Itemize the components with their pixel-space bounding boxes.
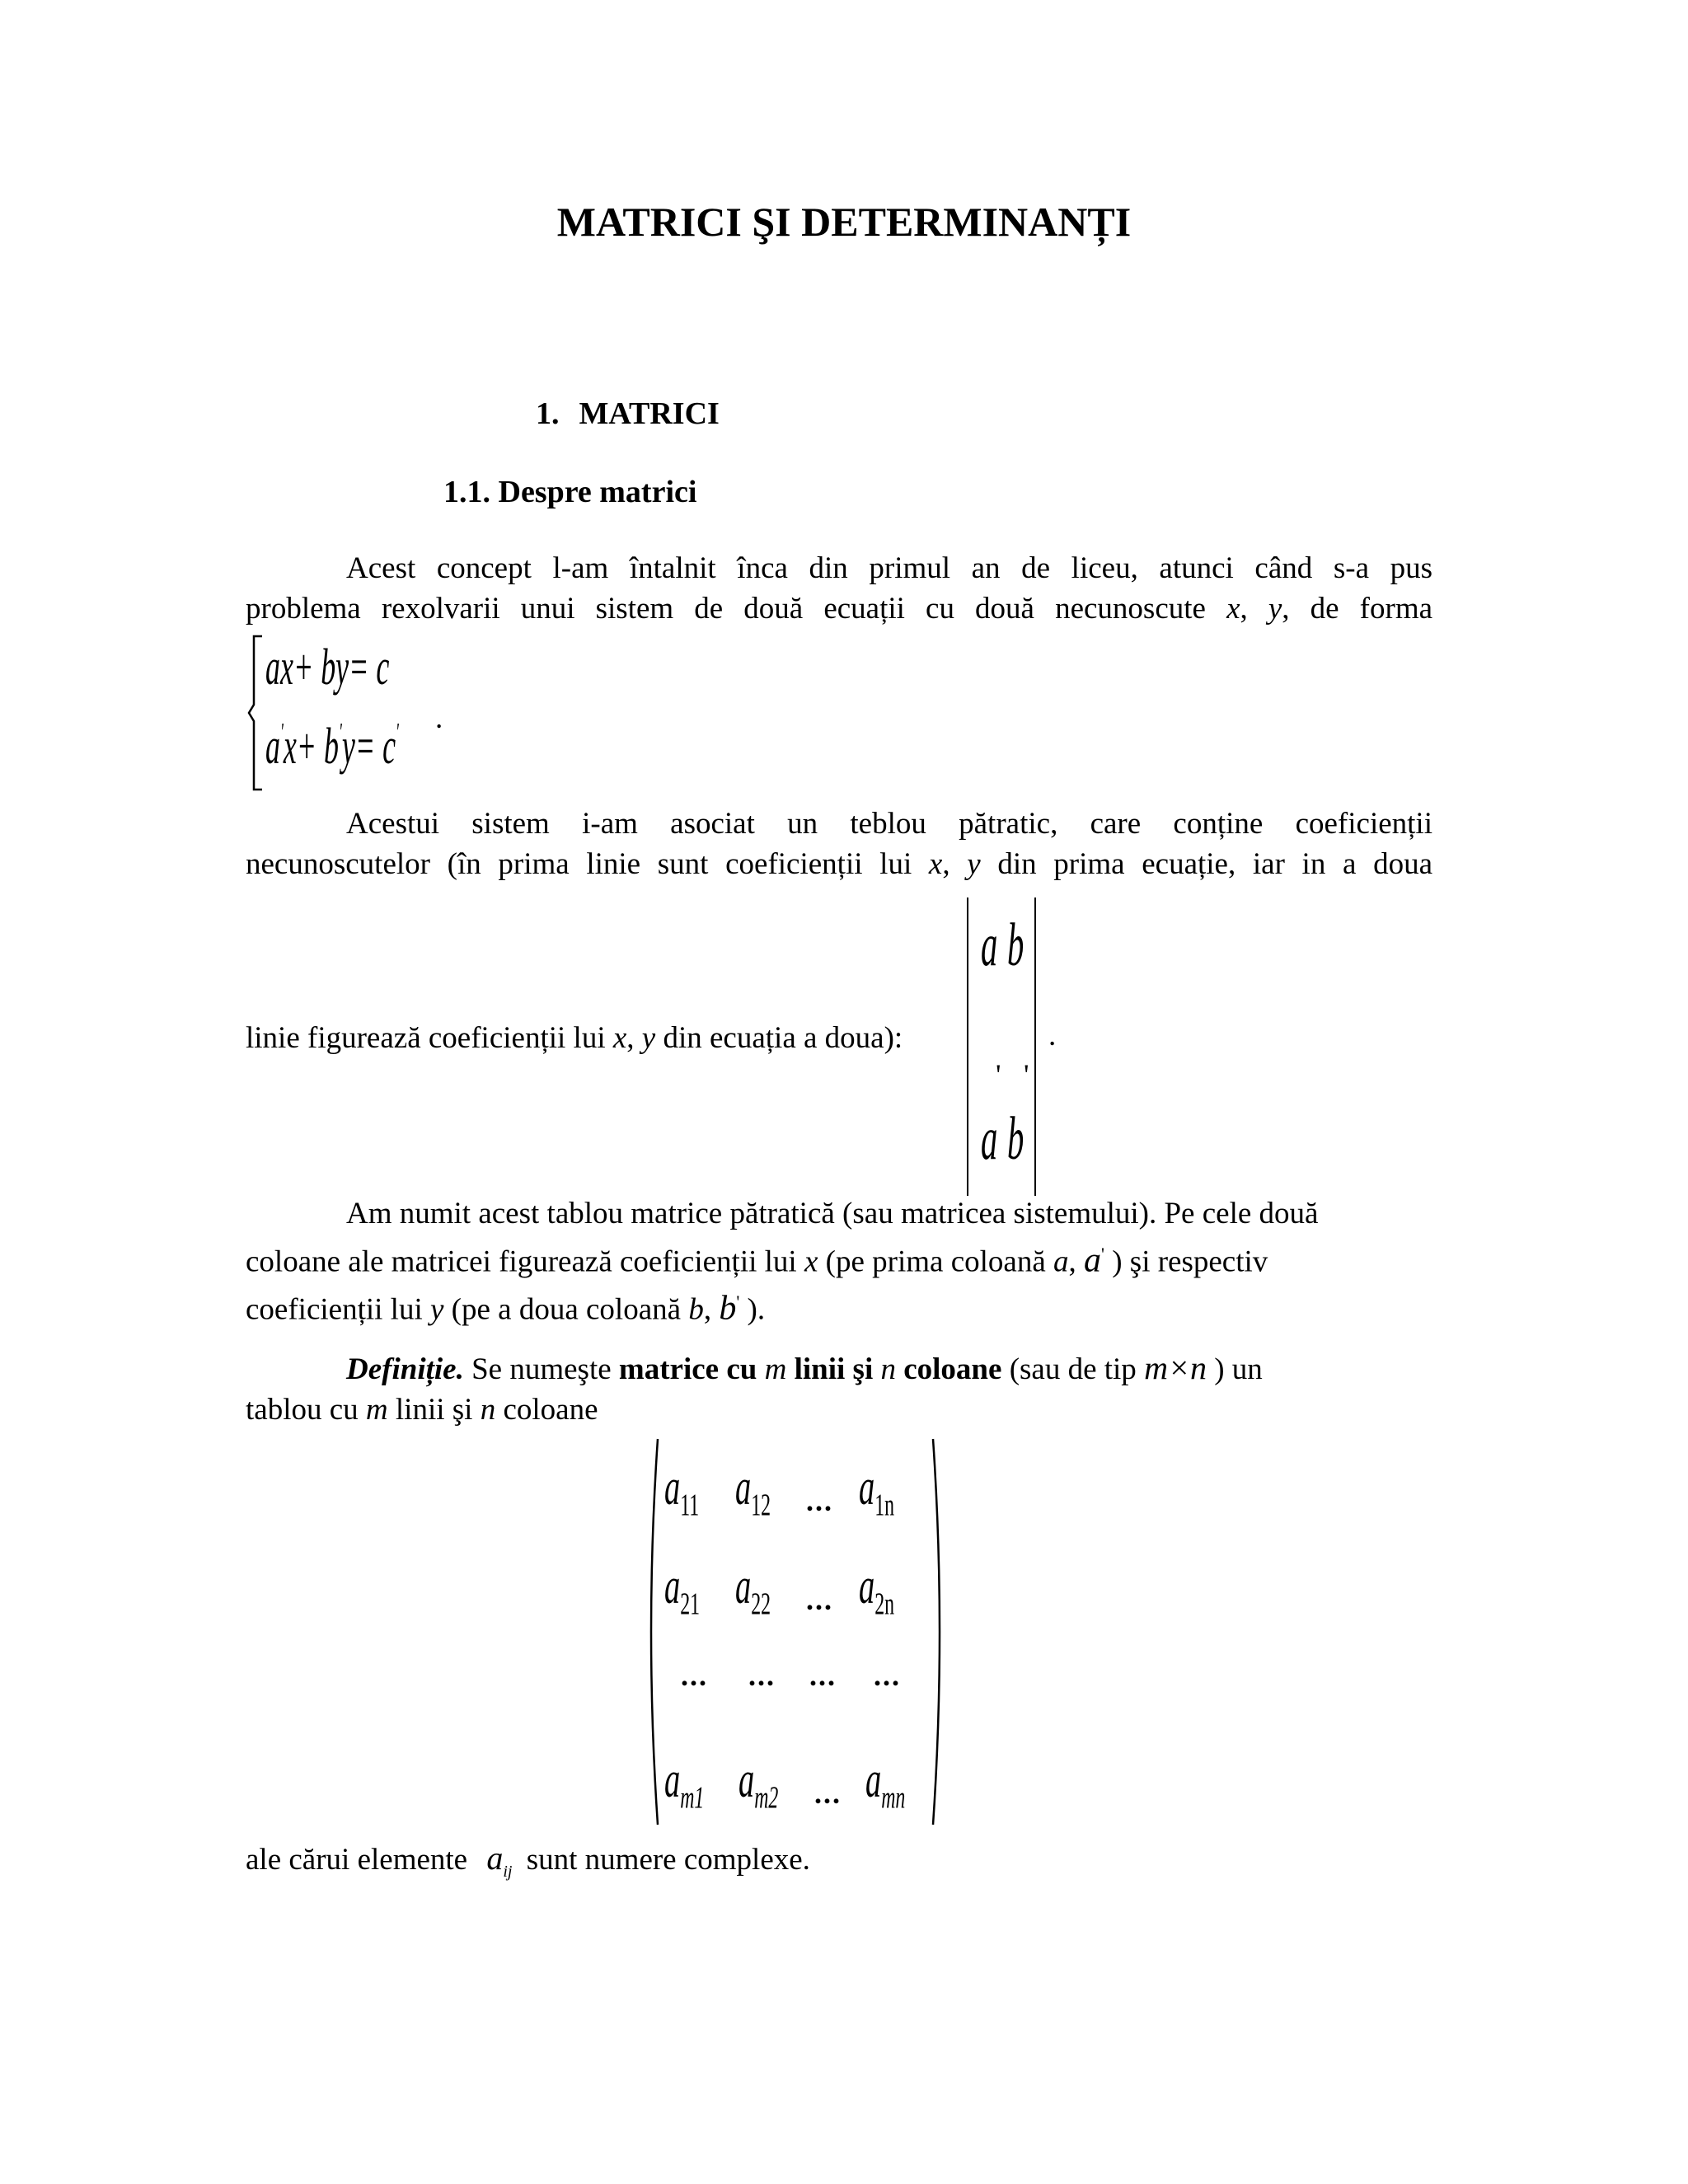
definition-line-2: tablou cu m linii şi n coloane <box>246 1393 598 1427</box>
matrix-cell-a11: $a_{11}$ <box>664 1460 700 1523</box>
equation-2: a'x+ b'y= c' <box>265 717 399 775</box>
equation-1: ax+ by= c <box>265 640 390 696</box>
section-heading <box>536 396 720 432</box>
matrix-2x2-r1c2: b <box>1007 912 1025 979</box>
matrix-type: m×n <box>1144 1349 1207 1386</box>
paragraph-3-line-2: coloane ale matricei figurează coeficienții lui x (pe prima coloană a, a' ) şi respectiv <box>246 1241 1268 1280</box>
matrix-dots-c1: ... <box>681 1659 708 1692</box>
paragraph-3-line-1: Am numit acest tablou matrice pătratică (sau matricea sistemului). Pe cele două <box>346 1197 1319 1230</box>
paragraph-2-line-2: necunoscutelor (în prima linie sunt coeficienții lui x, y din prima ecuație, iar in a doua <box>246 847 1432 881</box>
section-label: MATRICI <box>579 396 720 431</box>
matrix-dots-r2: ... <box>806 1583 833 1616</box>
matrix-2x2-r1c1: a <box>981 912 998 979</box>
paragraph-3 <box>246 1193 1416 1330</box>
matrix-dots-r1: ... <box>806 1484 833 1517</box>
matrix-2x2 <box>964 894 1039 1199</box>
paragraph-1-line-2: problema rexolvarii unui sistem de două ecuații cu două necunoscute x, y, de forma <box>246 592 1433 626</box>
matrix-dots-rm: ... <box>814 1777 842 1810</box>
matrix-cell-a21: $a_{21}$ <box>664 1558 701 1622</box>
definition-line-1: Definiție. Se numeşte matrice cu m linii şi n coloane (sau de tip m×n ) un <box>346 1349 1263 1386</box>
matrix-cell-a2n: $a_{2n}$ <box>859 1558 895 1622</box>
matrix-2x2-r2c1: a <box>981 1105 998 1173</box>
page-title: MATRICI ŞI DETERMINANȚI <box>556 199 1132 245</box>
matrix-2x2-bars-icon <box>964 894 1039 1199</box>
paragraph-2-line-3: linie figurează coeficienții lui x, y din ecuația a doua): <box>246 1021 903 1055</box>
paragraph-1 <box>246 548 1432 629</box>
matrix-cell-a1n: $a_{1n}$ <box>859 1460 895 1523</box>
matrix-cell-a22: $a_{22}$ <box>735 1558 771 1622</box>
paragraph-2 <box>246 804 1432 884</box>
subsection-heading: 1.1. Despre matrici <box>443 475 697 509</box>
matrix-2x2-prime-a: ' <box>996 1058 1001 1091</box>
section-number: 1. <box>536 396 560 431</box>
paragraph-2-line-1: Acestui sistem i-am asociat un teblou pătratic, care conține coeficienții <box>346 807 1432 841</box>
matrix-cell-am1: $a_{m1}$ <box>664 1752 705 1816</box>
matrix-cell-amn: $a_{mn}$ <box>865 1752 906 1816</box>
matrix-cell-a12: $a_{12}$ <box>735 1460 771 1523</box>
matrix-2x2-prime-b: ' <box>1024 1058 1029 1091</box>
system-period: . <box>435 701 443 735</box>
element-aij: $a_{ij}$ <box>486 1840 513 1881</box>
closing-line: ale cărui elemente $a_{ij}$ sunt numere complexe. <box>246 1840 810 1881</box>
system-brace-icon <box>247 635 265 791</box>
matrix-dots-c4: ... <box>874 1659 901 1692</box>
paragraph-1-line-1: Acest concept l-am întalnit înca din primul an de liceu, atunci când s-a pus <box>346 551 1432 585</box>
matrix-dots-c3: ... <box>809 1659 837 1692</box>
matrix-2x2-r2c2: b <box>1007 1105 1025 1173</box>
definition-label: Definiție. <box>346 1352 464 1386</box>
matrix-2x2-period: . <box>1048 1019 1057 1052</box>
paragraph-3-line-3: coeficienții lui y (pe a doua coloană b, b' ). <box>246 1289 766 1328</box>
matrix-dots-c2: ... <box>748 1659 776 1692</box>
matrix-mxn <box>643 1434 948 1830</box>
matrix-cell-am2: $a_{m2}$ <box>738 1752 779 1816</box>
definition <box>246 1347 1482 1430</box>
